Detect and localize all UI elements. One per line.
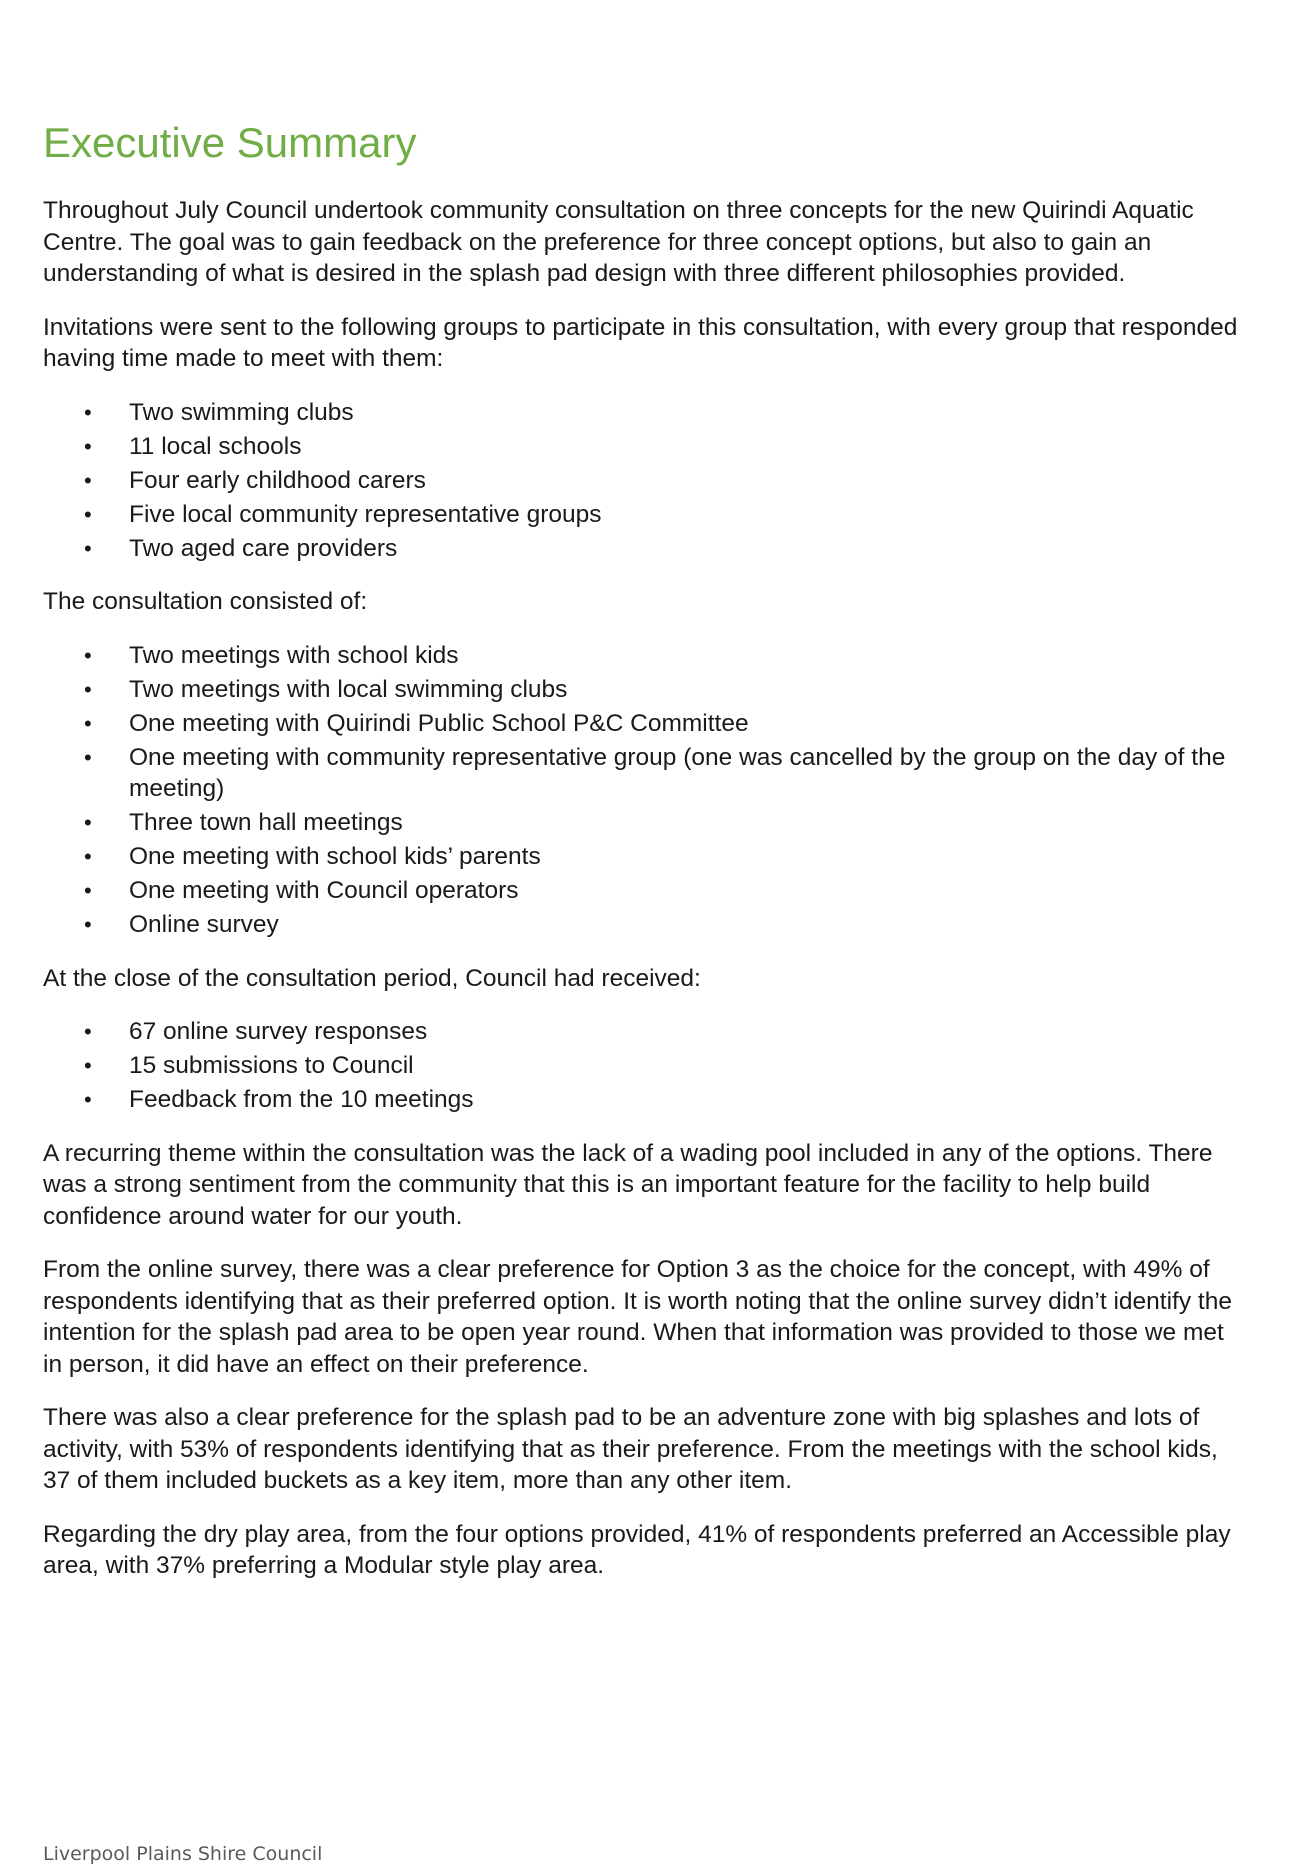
list-item-text: One meeting with Council operators bbox=[129, 877, 519, 904]
online-survey-paragraph: From the online survey, there was a clear preference for Option 3 as the choice for the concept, with 49% of respondents identifying that as their preferred option. It is worth noting that the online survey didn’t identify the intention for the splash pad area to be open year round. When that information was provided to those we met in person, it did have an effect on their preference. bbox=[43, 1256, 1232, 1378]
bullet-icon: • bbox=[84, 810, 92, 835]
intro-paragraph: Throughout July Council undertook community consultation on three concepts for the new Quirindi Aquatic Centre. The goal was to gain feedback on the preference for three concept options, but also to gain an understanding of what is desired in the splash pad design with three different philosophies provided. bbox=[43, 197, 1194, 287]
list-item bbox=[43, 1016, 1243, 1048]
received-list bbox=[43, 1016, 1243, 1116]
bullet-icon: • bbox=[84, 844, 92, 869]
list-item bbox=[43, 1084, 1243, 1116]
bullet-icon: • bbox=[84, 1019, 92, 1044]
bullet-icon: • bbox=[84, 1087, 92, 1112]
page-title: Executive Summary bbox=[43, 119, 417, 166]
list-item bbox=[43, 465, 1243, 497]
bullet-icon: • bbox=[84, 710, 92, 736]
bullet-icon: • bbox=[84, 878, 92, 903]
invitations-paragraph: Invitations were sent to the following groups to participate in this consultation, with every group that responded having time made to meet with them: bbox=[43, 313, 1238, 372]
bullet-icon: • bbox=[84, 912, 92, 937]
wading-pool-paragraph: A recurring theme within the consultation was the lack of a wading pool included in any of the options. There was a strong sentiment from the community that this is an important feature for the facility to help build confidence around water for our youth. bbox=[43, 1139, 1213, 1230]
bullet-icon: • bbox=[84, 744, 92, 770]
dry-play-paragraph: Regarding the dry play area, from the four options provided, 41% of respondents preferred an Accessible play area, with 37% preferring a Modular style play area. bbox=[43, 1520, 1231, 1579]
document-page bbox=[43, 118, 1243, 1604]
list-item bbox=[43, 431, 1243, 463]
list-item bbox=[43, 640, 1243, 672]
list-item bbox=[43, 742, 1243, 805]
list-item-text: Online survey bbox=[129, 911, 279, 938]
list-item-text: Two aged care providers bbox=[129, 534, 398, 562]
list-item-text: Two meetings with local swimming clubs bbox=[129, 675, 568, 703]
bullet-icon: • bbox=[84, 433, 92, 459]
list-item-text: Five local community representative groups bbox=[129, 500, 602, 528]
list-item-text: 11 local schools bbox=[129, 432, 302, 460]
list-item-text: One meeting with Quirindi Public School P&C Committee bbox=[129, 709, 749, 737]
invited-groups-list bbox=[43, 397, 1243, 565]
list-item bbox=[43, 841, 1243, 873]
footer-organisation: Liverpool Plains Shire Council bbox=[43, 1843, 323, 1865]
list-item bbox=[43, 533, 1243, 565]
list-item bbox=[43, 807, 1243, 839]
bullet-icon: • bbox=[84, 642, 92, 668]
bullet-icon: • bbox=[84, 501, 92, 527]
bullet-icon: • bbox=[84, 676, 92, 702]
bullet-icon: • bbox=[84, 467, 92, 493]
list-item bbox=[43, 708, 1243, 740]
list-item bbox=[43, 875, 1243, 907]
bullet-icon: • bbox=[84, 535, 92, 561]
list-item bbox=[43, 909, 1243, 941]
list-item bbox=[43, 1050, 1243, 1082]
list-item-text: 15 submissions to Council bbox=[129, 1052, 414, 1079]
list-item bbox=[43, 397, 1243, 429]
list-item-text: Three town hall meetings bbox=[129, 809, 403, 836]
list-item-text: Two meetings with school kids bbox=[129, 641, 459, 669]
list-item-text: One meeting with community representative group (one was cancelled by the group on the day of the meeting) bbox=[129, 743, 1226, 802]
list-item-text: 67 online survey responses bbox=[129, 1018, 428, 1045]
list-item-text: Feedback from the 10 meetings bbox=[129, 1086, 474, 1113]
bullet-icon: • bbox=[84, 399, 92, 425]
list-item-text: Four early childhood carers bbox=[129, 466, 426, 494]
list-item-text: One meeting with school kids’ parents bbox=[129, 843, 541, 870]
list-item-text: Two swimming clubs bbox=[129, 398, 354, 426]
consultation-list bbox=[43, 640, 1243, 941]
splash-pad-paragraph: There was also a clear preference for the splash pad to be an adventure zone with big splashes and lots of activity, with 53% of respondents identifying that as their preference. From the meetings with the school kids, 37 of them included buckets as a key item, more than any other item. bbox=[43, 1404, 1218, 1494]
received-intro: At the close of the consultation period, Council had received: bbox=[43, 964, 701, 992]
bullet-icon: • bbox=[84, 1053, 92, 1078]
list-item bbox=[43, 674, 1243, 706]
list-item bbox=[43, 499, 1243, 531]
consultation-intro: The consultation consisted of: bbox=[43, 588, 368, 615]
